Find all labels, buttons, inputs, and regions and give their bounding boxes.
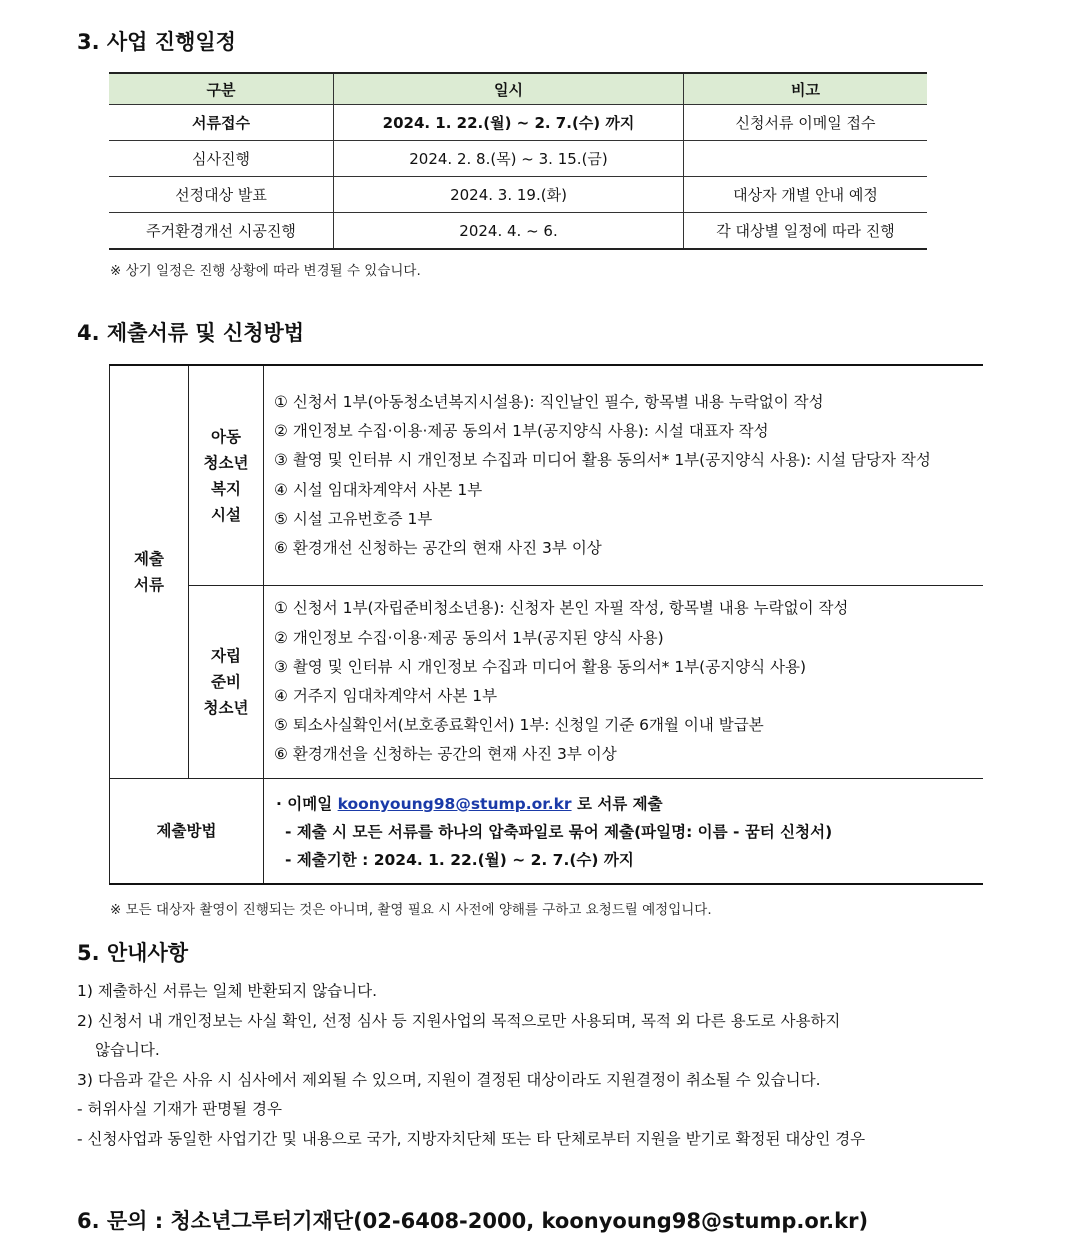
schedule-table <box>109 72 927 250</box>
table-row <box>109 213 927 250</box>
documents-group-label: 제출 서류 <box>110 365 189 779</box>
documents-footnote: ※ 모든 대상자 촬영이 진행되는 것은 아니며, 촬영 필요 시 사전에 양해를 구하고 요청드릴 예정입니다. <box>110 902 712 918</box>
table-row <box>109 177 927 213</box>
method-content <box>264 779 984 885</box>
list-item: ② 개인정보 수집·이용·제공 동의서 1부(공지된 양식 사용) <box>274 628 664 647</box>
column-header: 구분 <box>109 73 334 105</box>
table-row <box>109 105 927 141</box>
notice-line: - 허위사실 기재가 판명될 경우 <box>77 1100 282 1118</box>
notice-line: 1) 제출하신 서류는 일체 반환되지 않습니다. <box>77 982 378 1000</box>
notice-line: 않습니다. <box>95 1041 160 1059</box>
category-cell: 심사진행 <box>109 141 334 177</box>
notice-line: - 신청사업과 동일한 사업기간 및 내용으로 국가, 지방자치단체 또는 타 단체로부터 지원을 받기로 확정된 대상인 경우 <box>77 1129 866 1148</box>
method-line-2: - 제출 시 모든 서류를 하나의 압축파일로 묶어 제출(파일명: 이름 - 꿈터 신청서) <box>285 823 833 841</box>
column-header: 비고 <box>684 73 928 105</box>
list-item: ⑤ 시설 고유번호증 1부 <box>274 509 433 528</box>
list-item: ⑥ 환경개선 신청하는 공간의 현재 사진 3부 이상 <box>274 538 602 557</box>
note-cell: 각 대상별 일정에 따라 진행 <box>684 213 928 250</box>
list-item: ⑤ 퇴소사실확인서(보호종료확인서) 1부: 신청일 기준 6개월 이내 발급본 <box>274 716 764 735</box>
facility-label: 아동 청소년 복지 시설 <box>189 365 264 586</box>
section6-title: 6. 문의 : 청소년그루터기재단(02-6408-2000, koonyoung98@stump.or.kr) <box>77 1209 869 1233</box>
category-cell: 선정대상 발표 <box>109 177 334 213</box>
date-cell: 2024. 3. 19.(화) <box>334 177 684 213</box>
note-cell: 신청서류 이메일 접수 <box>684 105 928 141</box>
list-item: ④ 거주지 임대차계약서 사본 1부 <box>274 687 498 705</box>
method-line-3: - 제출기한 : 2024. 1. 22.(월) ~ 2. 7.(수) 까지 <box>285 851 634 869</box>
table-row <box>110 779 984 885</box>
notice-list <box>77 977 1067 1154</box>
method-prefix: · 이메일 <box>276 795 338 813</box>
list-item: ⑥ 환경개선을 신청하는 공간의 현재 사진 3부 이상 <box>274 745 617 764</box>
list-item: ④ 시설 임대차계약서 사본 1부 <box>274 480 483 499</box>
list-item: ③ 촬영 및 인터뷰 시 개인정보 수집과 미디어 활용 동의서* 1부(공지양식 사용) <box>274 657 807 676</box>
youth-label: 자립 준비 청소년 <box>189 586 264 779</box>
schedule-footnote: ※ 상기 일정은 진행 상황에 따라 변경될 수 있습니다. <box>110 263 421 279</box>
method-suffix: 로 서류 제출 <box>571 795 663 813</box>
method-line-1 <box>276 790 973 818</box>
table-header-row <box>109 73 927 105</box>
facility-document-list <box>264 365 984 586</box>
section3-title: 3. 사업 진행일정 <box>77 30 236 54</box>
section4-title: 4. 제출서류 및 신청방법 <box>77 321 305 345</box>
date-cell: 2024. 4. ~ 6. <box>334 213 684 250</box>
note-cell: 대상자 개별 안내 예정 <box>684 177 928 213</box>
date-cell: 2024. 1. 22.(월) ~ 2. 7.(수) 까지 <box>334 105 684 141</box>
note-cell <box>684 141 928 177</box>
column-header: 일시 <box>334 73 684 105</box>
youth-document-list <box>264 586 984 779</box>
notice-line: 3) 다음과 같은 사유 시 심사에서 제외될 수 있으며, 지원이 결정된 대상이라도 지원결정이 취소될 수 있습니다. <box>77 1070 821 1089</box>
list-item: ③ 촬영 및 인터뷰 시 개인정보 수집과 미디어 활용 동의서* 1부(공지양식 사용): 시설 담당자 작성 <box>274 451 931 470</box>
section5-title: 5. 안내사항 <box>77 941 189 965</box>
method-label: 제출방법 <box>110 779 264 885</box>
category-cell: 서류접수 <box>109 105 334 141</box>
documents-table <box>109 364 983 885</box>
table-row <box>109 141 927 177</box>
list-item: ① 신청서 1부(자립준비청소년용): 신청자 본인 자필 작성, 항목별 내용 누락없이 작성 <box>274 599 849 618</box>
notice-line: 2) 신청서 내 개인정보는 사실 확인, 선정 심사 등 지원사업의 목적으로만 사용되며, 목적 외 다른 용도로 사용하지 <box>77 1011 841 1030</box>
date-cell: 2024. 2. 8.(목) ~ 3. 15.(금) <box>334 141 684 177</box>
category-cell: 주거환경개선 시공진행 <box>109 213 334 250</box>
list-item: ① 신청서 1부(아동청소년복지시설용): 직인날인 필수, 항목별 내용 누락없이 작성 <box>274 392 824 411</box>
list-item: ② 개인정보 수집·이용·제공 동의서 1부(공지양식 사용): 시설 대표자 작성 <box>274 422 769 441</box>
email-link[interactable]: koonyoung98@stump.or.kr <box>337 795 572 813</box>
table-row <box>110 586 984 779</box>
table-row <box>110 365 984 586</box>
